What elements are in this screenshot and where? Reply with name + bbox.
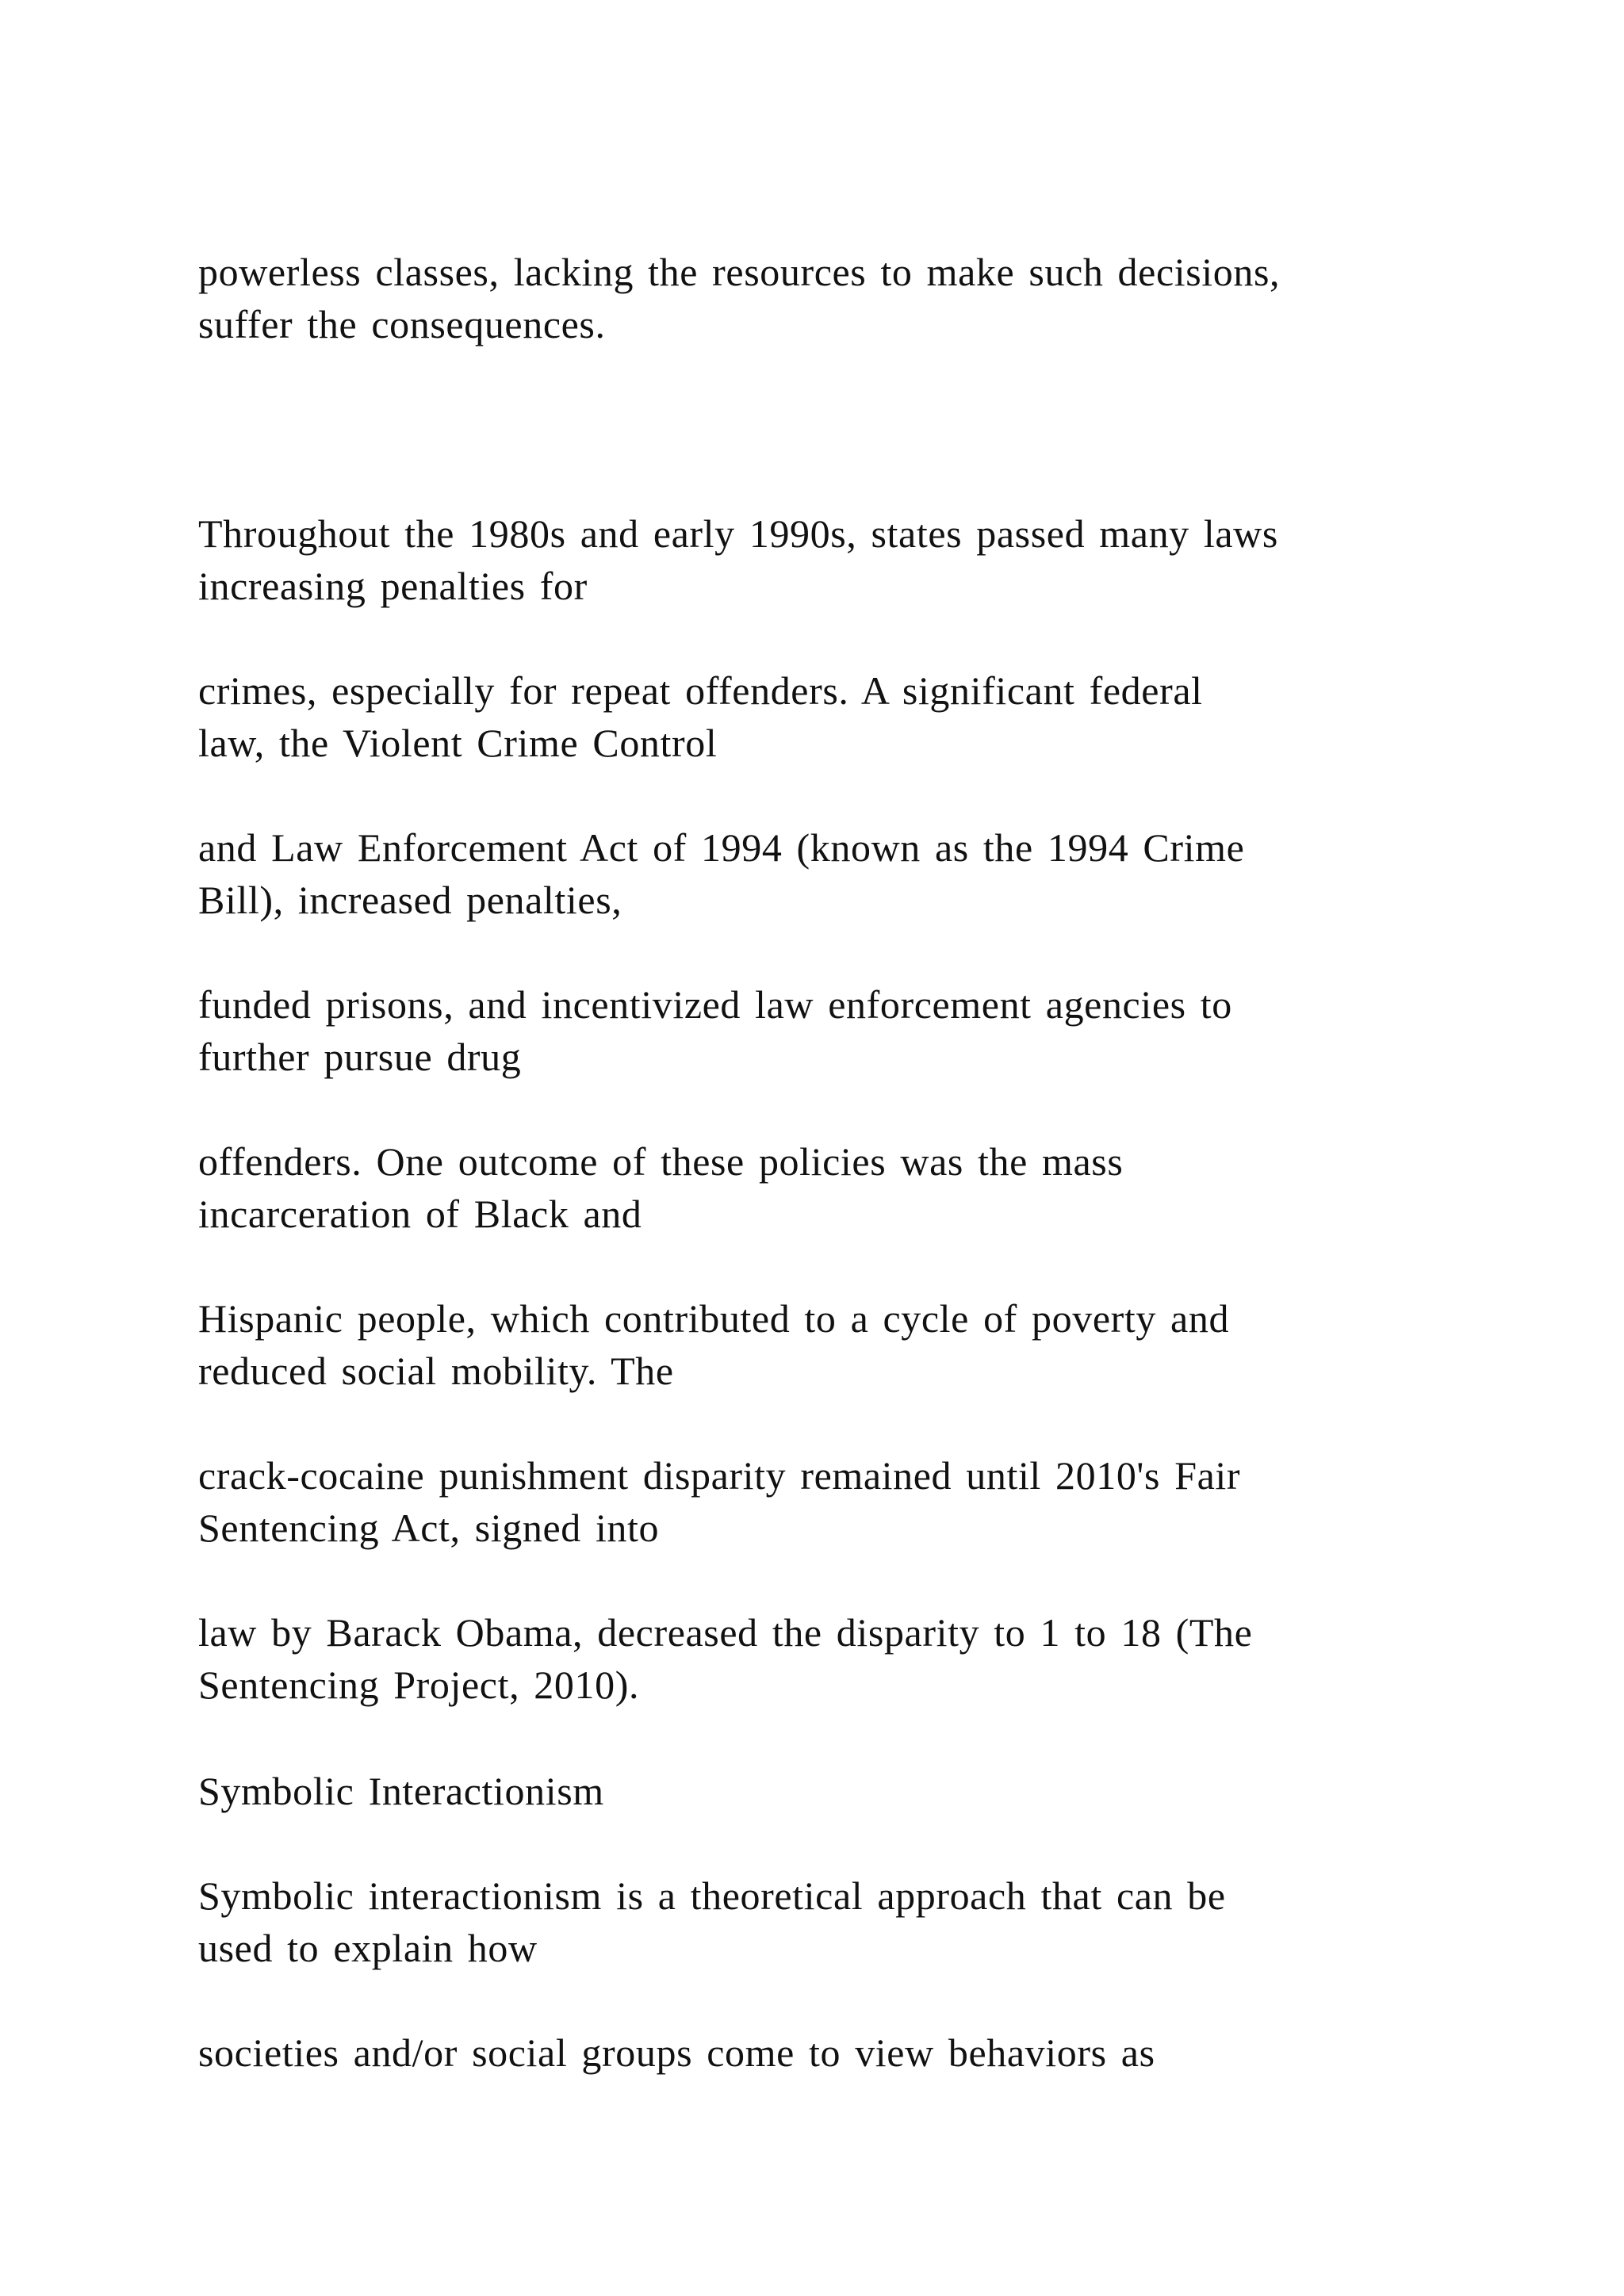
text-line: crack-cocaine punishment disparity remained until 2010's Fair	[198, 1453, 1241, 1498]
text-line: reduced social mobility. The	[198, 1349, 674, 1393]
text-line: Sentencing Act, signed into	[198, 1506, 660, 1550]
section-heading: Symbolic Interactionism	[198, 1769, 604, 1813]
text-line: further pursue drug	[198, 1035, 522, 1079]
text-line: law, the Violent Crime Control	[198, 721, 718, 765]
text-line: crimes, especially for repeat offenders. A significant federal	[198, 668, 1203, 713]
text-line: incarceration of Black and	[198, 1192, 642, 1236]
text-line: Sentencing Project, 2010).	[198, 1663, 640, 1707]
text-line: Bill), increased penalties,	[198, 878, 622, 922]
text-line: Symbolic interactionism is a theoretical approach that can be	[198, 1873, 1226, 1918]
text-line: used to explain how	[198, 1926, 538, 1970]
text-line: funded prisons, and incentivized law enforcement agencies to	[198, 982, 1232, 1027]
text-line: law by Barack Obama, decreased the disparity to 1 to 18 (The	[198, 1610, 1253, 1655]
text-line: suffer the consequences.	[198, 302, 606, 346]
text-line: powerless classes, lacking the resources to make such decisions,	[198, 250, 1281, 294]
text-line: Hispanic people, which contributed to a cycle of poverty and	[198, 1296, 1230, 1341]
text-line: offenders. One outcome of these policies was the mass	[198, 1139, 1124, 1184]
text-line: and Law Enforcement Act of 1994 (known as the 1994 Crime	[198, 825, 1245, 870]
text-line: Throughout the 1980s and early 1990s, states passed many laws	[198, 511, 1278, 556]
text-line: societies and/or social groups come to view behaviors as	[198, 2030, 1155, 2075]
text-line: increasing penalties for	[198, 564, 588, 608]
